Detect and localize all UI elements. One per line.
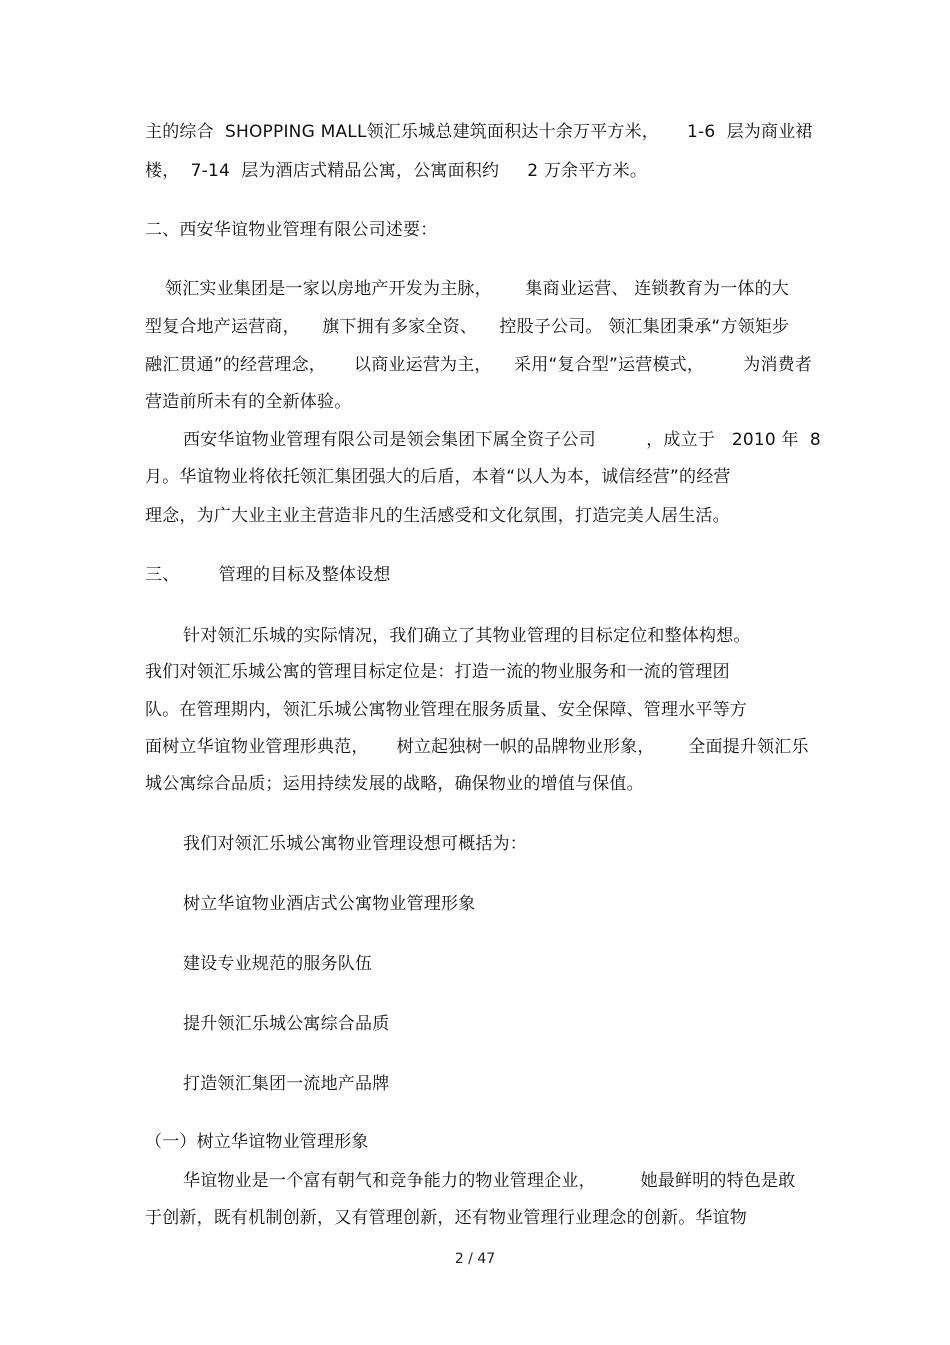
text-line: 于创新，既有机制创新，又有管理创新，还有物业管理行业理念的创新。华谊物 bbox=[145, 1208, 747, 1228]
section-heading: 三、 管理的目标及整体设想 bbox=[145, 565, 391, 585]
subsection-heading: （一）树立华谊物业管理形象 bbox=[145, 1132, 369, 1152]
text-line: 城公寓综合品质；运用持续发展的战略，确保物业的增值与保值。 bbox=[145, 774, 644, 794]
text-line: 营造前所未有的全新体验。 bbox=[145, 392, 352, 412]
text-line: 队。在管理期内，领汇乐城公寓物业管理在服务质量、安全保障、管理水平等方 bbox=[145, 700, 747, 720]
section-heading: 二、西安华谊物业管理有限公司述要： bbox=[145, 220, 438, 240]
text-line: 领汇实业集团是一家以房地产开发为主脉， 集商业运营、 连锁教育为一体的大 bbox=[165, 279, 790, 299]
text-line: 理念，为广大业主业主营造非凡的生活感受和文化氛围，打造完美人居生活。 bbox=[145, 506, 730, 526]
page-number: 2 / 47 bbox=[454, 1251, 496, 1267]
text-line: 针对领汇乐城的实际情况，我们确立了其物业管理的目标定位和整体构想。 bbox=[183, 626, 751, 646]
text-line: 楼， 7-14 层为酒店式精品公寓，公寓面积约 2 万余平方米。 bbox=[145, 161, 648, 181]
text-line: 型复合地产运营商， 旗下拥有多家全资、 控股子公司。 领汇集团秉承“方领矩步 bbox=[145, 317, 790, 337]
text-line: 主的综合 SHOPPING MALL领汇乐城总建筑面积达十余万平方米， 1-6 层为商业裙 bbox=[145, 122, 813, 142]
list-item: 树立华谊物业酒店式公寓物业管理形象 bbox=[183, 894, 476, 914]
text-line: 我们对领汇乐城公寓物业管理设想可概括为： bbox=[183, 834, 527, 854]
text-line: 月。华谊物业将依托领汇集团强大的后盾，本着“以人为本，诚信经营”的经营 bbox=[145, 467, 731, 487]
text-line: 融汇贯通”的经营理念， 以商业运营为主， 采用“复合型”运营模式， 为消费者 bbox=[145, 355, 813, 375]
text-line: 西安华谊物业管理有限公司是领会集团下属全资子公司 ，成立于 2010 年 8 bbox=[183, 430, 821, 450]
text-line: 面树立华谊物业管理形典范， 树立起独树一帜的品牌物业形象， 全面提升领汇乐 bbox=[145, 737, 809, 757]
text-line: 我们对领汇乐城公寓的管理目标定位是：打造一流的物业服务和一流的管理团 bbox=[145, 662, 730, 682]
list-item: 提升领汇乐城公寓综合品质 bbox=[183, 1014, 390, 1034]
text-line: 华谊物业是一个富有朝气和竞争能力的物业管理企业， 她最鲜明的特色是敢 bbox=[183, 1171, 796, 1191]
list-item: 打造领汇集团一流地产品牌 bbox=[183, 1074, 390, 1094]
list-item: 建设专业规范的服务队伍 bbox=[183, 954, 373, 974]
